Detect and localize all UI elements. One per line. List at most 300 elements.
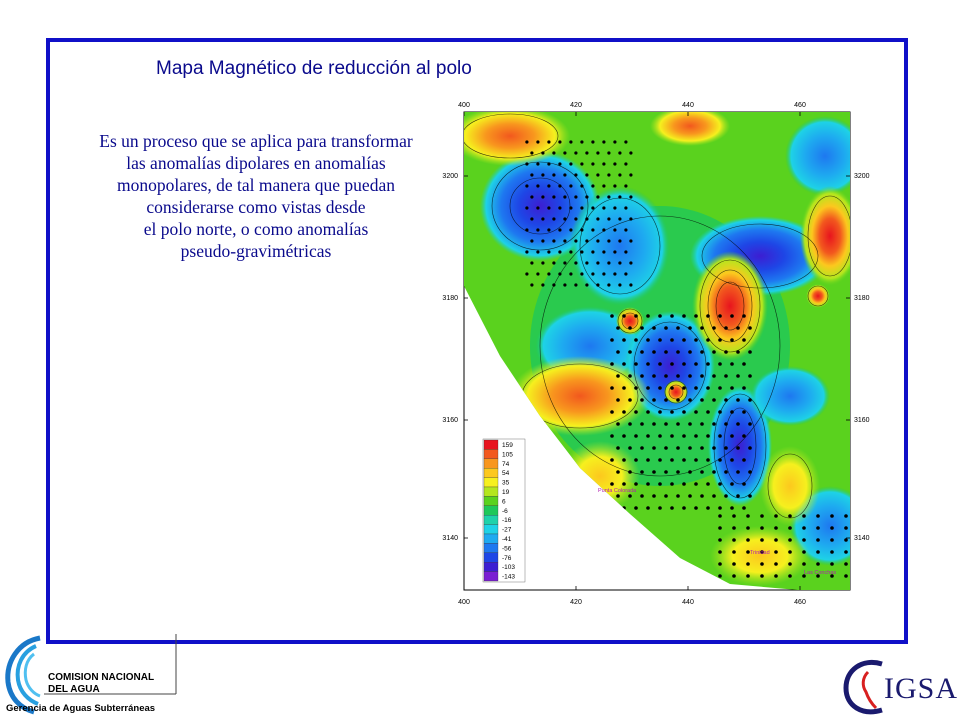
sample-point: [602, 228, 605, 231]
sample-point: [844, 538, 848, 542]
sample-point: [652, 350, 656, 354]
legend-label: -56: [502, 545, 512, 553]
sample-point: [547, 250, 550, 253]
sample-point: [602, 184, 605, 187]
sample-point: [541, 283, 544, 286]
sample-point: [718, 314, 722, 318]
legend-swatch: [484, 562, 498, 571]
sample-point: [613, 140, 616, 143]
sample-point: [624, 206, 627, 209]
sample-point: [616, 446, 620, 450]
sample-point: [688, 422, 692, 426]
sample-point: [802, 562, 806, 566]
sample-point: [640, 374, 644, 378]
sample-point: [844, 574, 848, 578]
sample-point: [730, 434, 734, 438]
sample-point: [628, 350, 632, 354]
sample-point: [541, 173, 544, 176]
sample-point: [530, 195, 533, 198]
sample-point: [624, 272, 627, 275]
sample-point: [788, 550, 792, 554]
sample-point: [774, 562, 778, 566]
sample-point: [569, 140, 572, 143]
sample-point: [682, 458, 686, 462]
sample-point: [742, 314, 746, 318]
sample-point: [585, 261, 588, 264]
sample-point: [718, 574, 722, 578]
description-line: las anomalías dipolares en anomalías: [126, 153, 386, 173]
sample-point: [596, 217, 599, 220]
sample-point: [640, 326, 644, 330]
sample-point: [718, 550, 722, 554]
sample-point: [591, 206, 594, 209]
sample-point: [694, 434, 698, 438]
sample-point: [574, 195, 577, 198]
legend-label: 6: [502, 498, 506, 506]
sample-point: [629, 283, 632, 286]
legend-label: -103: [502, 564, 516, 572]
sample-point: [585, 283, 588, 286]
y-tick-label-left: 3140: [442, 535, 458, 542]
sample-point: [622, 338, 626, 342]
sample-point: [646, 386, 650, 390]
sample-point: [558, 184, 561, 187]
sample-point: [830, 514, 834, 518]
sample-point: [628, 374, 632, 378]
legend-swatch: [484, 478, 498, 487]
sample-point: [748, 494, 752, 498]
sample-point: [616, 350, 620, 354]
legend-swatch: [484, 487, 498, 496]
sample-point: [596, 261, 599, 264]
legend-label: 159: [502, 442, 513, 449]
sample-point: [676, 470, 680, 474]
sample-point: [736, 326, 740, 330]
sample-point: [670, 410, 674, 414]
sample-point: [585, 239, 588, 242]
sample-point: [618, 217, 621, 220]
sample-point: [563, 217, 566, 220]
sample-point: [552, 151, 555, 154]
sample-point: [629, 261, 632, 264]
sample-point: [634, 458, 638, 462]
legend-swatch: [484, 525, 498, 534]
sample-point: [682, 386, 686, 390]
y-tick-label-left: 3160: [442, 417, 458, 424]
x-tick-label-top: 460: [794, 102, 806, 109]
sample-point: [536, 162, 539, 165]
sample-point: [694, 410, 698, 414]
sample-point: [525, 206, 528, 209]
sample-point: [628, 398, 632, 402]
sample-point: [724, 398, 728, 402]
sample-point: [664, 374, 668, 378]
sample-point: [610, 482, 614, 486]
sample-point: [622, 386, 626, 390]
sample-point: [844, 550, 848, 554]
sample-point: [732, 550, 736, 554]
sample-point: [547, 228, 550, 231]
slide-description: [56, 130, 456, 262]
sample-point: [724, 422, 728, 426]
sample-point: [774, 550, 778, 554]
sample-point: [718, 386, 722, 390]
sample-point: [618, 195, 621, 198]
sample-point: [558, 206, 561, 209]
sample-point: [700, 446, 704, 450]
sample-point: [718, 562, 722, 566]
sample-point: [547, 140, 550, 143]
sample-point: [628, 494, 632, 498]
sample-point: [742, 410, 746, 414]
sample-point: [613, 184, 616, 187]
sample-point: [613, 162, 616, 165]
x-tick-label-top: 440: [682, 102, 694, 109]
sample-point: [616, 422, 620, 426]
sample-point: [652, 326, 656, 330]
sample-point: [718, 434, 722, 438]
sample-point: [670, 314, 674, 318]
sample-point: [652, 398, 656, 402]
sample-point: [694, 314, 698, 318]
sample-point: [706, 458, 710, 462]
y-tick-label-left: 3180: [442, 295, 458, 302]
sample-point: [530, 283, 533, 286]
sample-point: [706, 410, 710, 414]
sample-point: [596, 283, 599, 286]
description-line: pseudo-gravimétricas: [180, 241, 332, 261]
sample-point: [552, 217, 555, 220]
sample-point: [736, 494, 740, 498]
sample-point: [640, 446, 644, 450]
sample-point: [607, 173, 610, 176]
sample-point: [624, 140, 627, 143]
sample-point: [558, 272, 561, 275]
sample-point: [585, 195, 588, 198]
x-tick-label-bottom: 440: [682, 599, 694, 606]
sample-point: [558, 228, 561, 231]
legend-swatch: [484, 496, 498, 505]
sample-point: [602, 250, 605, 253]
sample-point: [591, 184, 594, 187]
sample-point: [580, 250, 583, 253]
sample-point: [563, 173, 566, 176]
sample-point: [694, 362, 698, 366]
sample-point: [591, 228, 594, 231]
sample-point: [760, 574, 764, 578]
sample-point: [541, 239, 544, 242]
sample-point: [670, 434, 674, 438]
sample-point: [732, 526, 736, 530]
sample-point: [774, 538, 778, 542]
sample-point: [658, 362, 662, 366]
sample-point: [616, 374, 620, 378]
sample-point: [530, 261, 533, 264]
sample-point: [574, 239, 577, 242]
sample-point: [682, 362, 686, 366]
sample-point: [816, 562, 820, 566]
sample-point: [652, 374, 656, 378]
y-tick-label-right: 3180: [854, 295, 870, 302]
sample-point: [602, 272, 605, 275]
sample-point: [748, 422, 752, 426]
sample-point: [816, 514, 820, 518]
sample-point: [652, 446, 656, 450]
sample-point: [670, 362, 674, 366]
sample-point: [563, 239, 566, 242]
sample-point: [694, 482, 698, 486]
sample-point: [746, 574, 750, 578]
sample-point: [574, 283, 577, 286]
sample-point: [602, 140, 605, 143]
sample-point: [658, 338, 662, 342]
sample-point: [706, 362, 710, 366]
sample-point: [530, 239, 533, 242]
sample-point: [682, 410, 686, 414]
sample-point: [558, 162, 561, 165]
sample-point: [700, 350, 704, 354]
sample-point: [536, 250, 539, 253]
sample-point: [688, 326, 692, 330]
sample-point: [712, 446, 716, 450]
sample-point: [706, 506, 710, 510]
sample-point: [640, 422, 644, 426]
sample-point: [732, 562, 736, 566]
sample-point: [706, 314, 710, 318]
sample-point: [525, 162, 528, 165]
sample-point: [552, 239, 555, 242]
magnetic-map-svg: [430, 96, 890, 618]
sample-point: [760, 562, 764, 566]
sample-point: [558, 250, 561, 253]
sample-point: [596, 195, 599, 198]
sample-point: [788, 514, 792, 518]
sample-point: [816, 526, 820, 530]
sample-point: [658, 482, 662, 486]
sample-point: [613, 206, 616, 209]
sample-point: [718, 338, 722, 342]
sample-point: [718, 538, 722, 542]
cna-name-line2: DEL AGUA: [48, 684, 100, 695]
sample-point: [610, 314, 614, 318]
sample-point: [563, 283, 566, 286]
sample-point: [591, 140, 594, 143]
sample-point: [585, 151, 588, 154]
legend-label: -16: [502, 517, 512, 525]
sample-point: [664, 398, 668, 402]
sample-point: [536, 184, 539, 187]
legend-swatch: [484, 440, 498, 449]
sample-point: [746, 514, 750, 518]
sample-point: [736, 470, 740, 474]
y-tick-label-right: 3140: [854, 535, 870, 542]
sample-point: [736, 350, 740, 354]
sample-point: [706, 386, 710, 390]
sample-point: [676, 494, 680, 498]
sample-point: [712, 398, 716, 402]
sample-point: [596, 151, 599, 154]
sample-point: [664, 422, 668, 426]
sample-point: [724, 374, 728, 378]
sample-point: [712, 494, 716, 498]
sample-point: [607, 239, 610, 242]
sample-point: [700, 326, 704, 330]
sample-point: [569, 272, 572, 275]
sample-point: [724, 326, 728, 330]
sample-point: [706, 434, 710, 438]
sample-point: [618, 261, 621, 264]
sample-point: [830, 526, 834, 530]
sample-point: [618, 151, 621, 154]
legend-swatch: [484, 449, 498, 458]
sample-point: [622, 434, 626, 438]
legend-swatch: [484, 543, 498, 552]
sample-point: [646, 362, 650, 366]
sample-point: [742, 338, 746, 342]
legend-swatch: [484, 534, 498, 543]
sample-point: [628, 422, 632, 426]
sample-point: [622, 362, 626, 366]
sample-point: [670, 386, 674, 390]
sample-point: [622, 314, 626, 318]
magnetic-map: [430, 96, 890, 618]
sample-point: [563, 261, 566, 264]
sample-point: [607, 261, 610, 264]
sample-point: [724, 470, 728, 474]
sample-point: [585, 217, 588, 220]
sample-point: [682, 506, 686, 510]
sample-point: [700, 374, 704, 378]
sample-point: [700, 470, 704, 474]
sample-point: [541, 217, 544, 220]
sample-point: [646, 314, 650, 318]
sample-point: [670, 338, 674, 342]
legend-label: -6: [502, 507, 508, 515]
sample-point: [607, 151, 610, 154]
sample-point: [706, 482, 710, 486]
sample-point: [694, 458, 698, 462]
sample-point: [646, 410, 650, 414]
legend-swatch: [484, 459, 498, 468]
sample-point: [602, 206, 605, 209]
sample-point: [618, 239, 621, 242]
sample-point: [774, 574, 778, 578]
sample-point: [742, 506, 746, 510]
sample-point: [788, 562, 792, 566]
sample-point: [640, 494, 644, 498]
sample-point: [664, 494, 668, 498]
sample-point: [580, 272, 583, 275]
sample-point: [748, 326, 752, 330]
sample-point: [844, 514, 848, 518]
sample-point: [607, 283, 610, 286]
sample-point: [658, 506, 662, 510]
sample-point: [634, 410, 638, 414]
sample-point: [541, 195, 544, 198]
sample-point: [547, 184, 550, 187]
sample-point: [788, 574, 792, 578]
sample-point: [670, 482, 674, 486]
x-tick-label-bottom: 400: [458, 599, 470, 606]
sample-point: [574, 217, 577, 220]
sample-point: [700, 398, 704, 402]
sample-point: [730, 338, 734, 342]
cna-subtitle: Gerencia de Aguas Subterráneas: [6, 703, 156, 714]
sample-point: [574, 261, 577, 264]
sample-point: [688, 470, 692, 474]
sample-point: [536, 140, 539, 143]
sample-point: [664, 446, 668, 450]
sample-point: [774, 526, 778, 530]
sample-point: [816, 538, 820, 542]
place-label: Las Conchas: [804, 570, 837, 576]
sample-point: [574, 173, 577, 176]
sample-point: [525, 184, 528, 187]
sample-point: [530, 151, 533, 154]
legend-label: 35: [502, 479, 510, 487]
sample-point: [640, 470, 644, 474]
sample-point: [525, 272, 528, 275]
sample-point: [802, 526, 806, 530]
legend-label: -41: [502, 536, 512, 543]
sample-point: [629, 151, 632, 154]
sample-point: [563, 151, 566, 154]
sample-point: [634, 386, 638, 390]
sample-point: [618, 283, 621, 286]
sample-point: [634, 314, 638, 318]
sample-point: [591, 272, 594, 275]
sample-point: [712, 326, 716, 330]
sample-point: [628, 470, 632, 474]
sample-point: [646, 482, 650, 486]
sample-point: [774, 514, 778, 518]
sample-point: [634, 338, 638, 342]
sample-point: [622, 482, 626, 486]
sample-point: [682, 434, 686, 438]
sample-point: [610, 338, 614, 342]
sample-point: [646, 506, 650, 510]
sample-point: [748, 350, 752, 354]
sample-point: [658, 410, 662, 414]
sample-point: [732, 574, 736, 578]
sample-point: [618, 173, 621, 176]
sample-point: [616, 470, 620, 474]
sample-point: [676, 374, 680, 378]
sample-point: [613, 250, 616, 253]
legend-label: -27: [502, 526, 512, 534]
sample-point: [830, 538, 834, 542]
sample-point: [634, 506, 638, 510]
sample-point: [652, 470, 656, 474]
legend-swatch: [484, 506, 498, 515]
sample-point: [746, 526, 750, 530]
slide-title: Mapa Magnético de reducción al polo: [156, 58, 472, 79]
sample-point: [694, 506, 698, 510]
sample-point: [748, 470, 752, 474]
sample-point: [746, 538, 750, 542]
sample-point: [742, 482, 746, 486]
sample-point: [580, 140, 583, 143]
sample-point: [613, 228, 616, 231]
place-label: Punta Colorada: [598, 488, 637, 494]
sample-point: [610, 386, 614, 390]
sample-point: [530, 217, 533, 220]
sample-point: [724, 494, 728, 498]
legend-swatch: [484, 468, 498, 477]
x-tick-label-top: 400: [458, 102, 470, 109]
sample-point: [844, 526, 848, 530]
sample-point: [718, 482, 722, 486]
